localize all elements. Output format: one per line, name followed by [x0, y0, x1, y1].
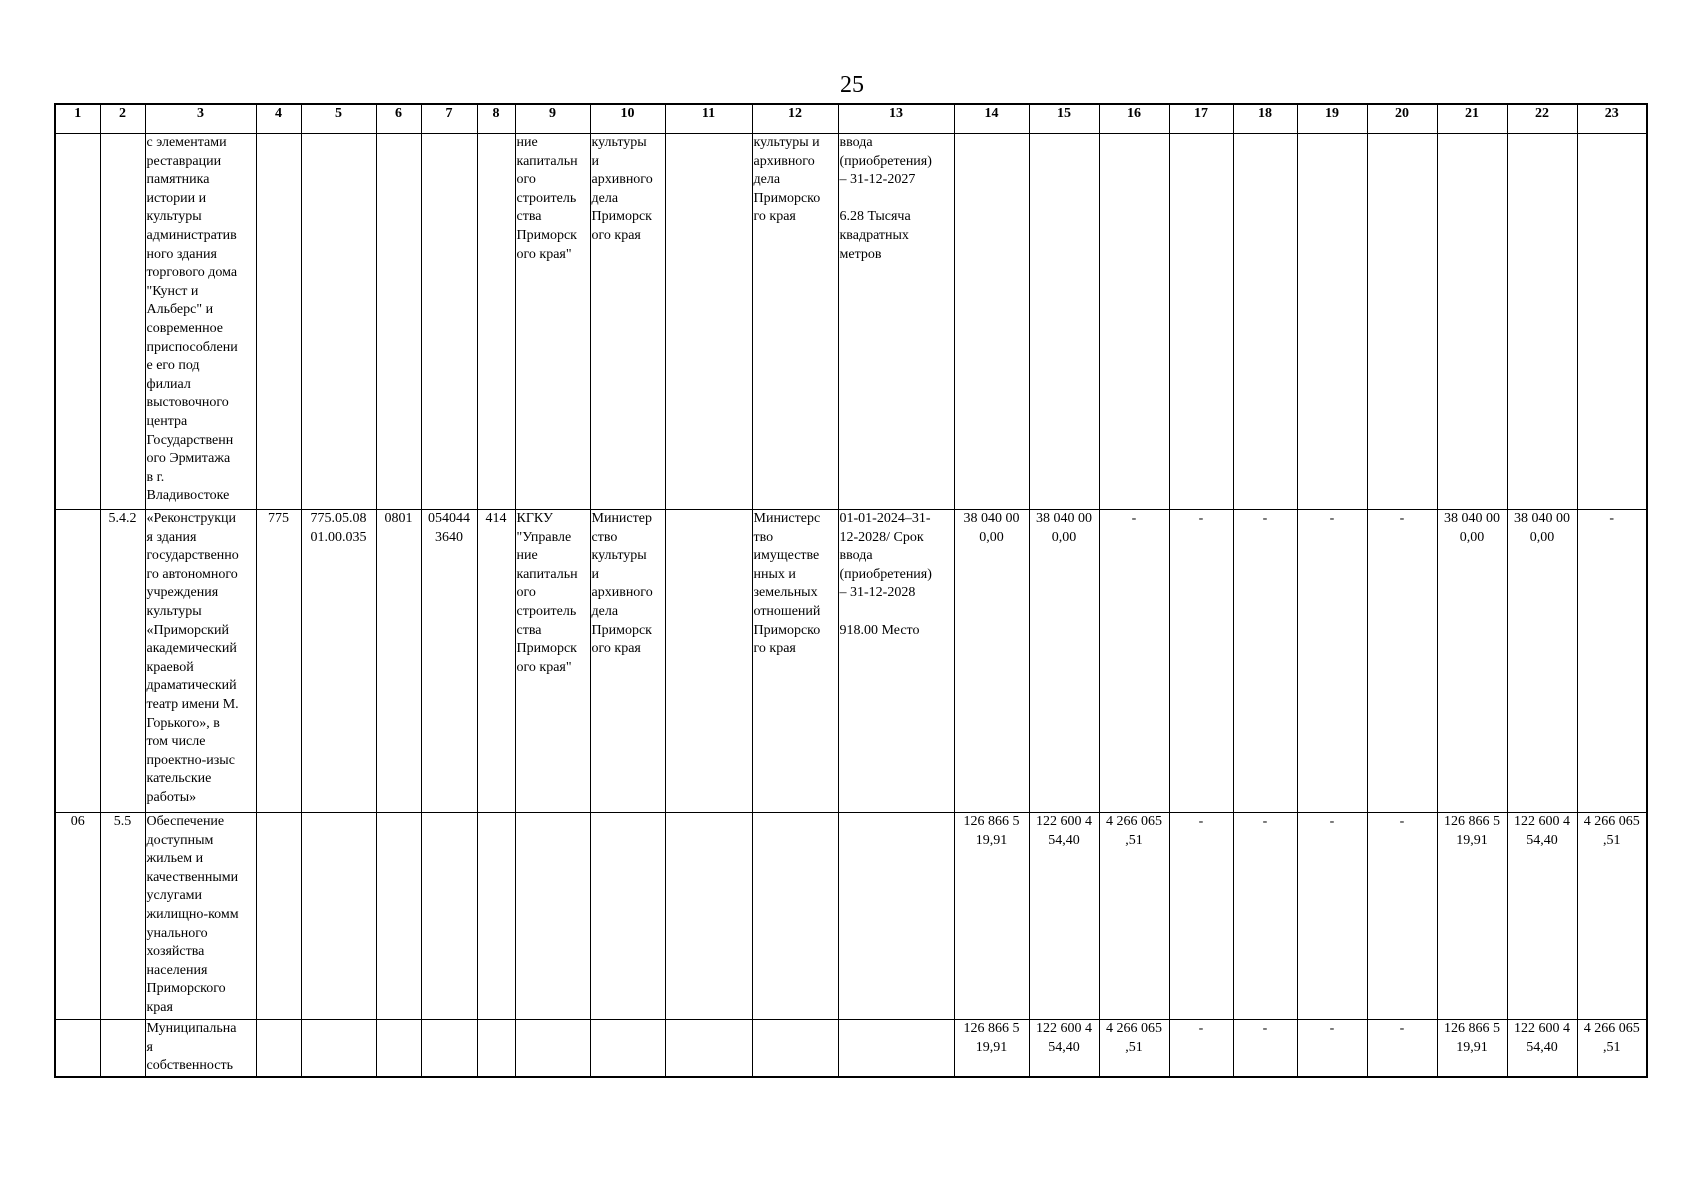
- table-cell: [665, 134, 752, 510]
- column-header-2: 2: [100, 104, 145, 134]
- table-cell: -: [1367, 510, 1437, 813]
- table-cell: [838, 813, 954, 1020]
- table-cell: 054044 3640: [421, 510, 477, 813]
- table-cell: -: [1169, 510, 1233, 813]
- column-header-18: 18: [1233, 104, 1297, 134]
- table-cell: 4 266 065 ,51: [1099, 813, 1169, 1020]
- table-cell: [1297, 134, 1367, 510]
- table-cell: [55, 510, 100, 813]
- table-cell: 0801: [376, 510, 421, 813]
- table-cell: -: [1233, 813, 1297, 1020]
- column-header-6: 6: [376, 104, 421, 134]
- table-cell: [55, 134, 100, 510]
- column-header-12: 12: [752, 104, 838, 134]
- column-header-1: 1: [55, 104, 100, 134]
- table-cell: [665, 510, 752, 813]
- table-cell: [421, 813, 477, 1020]
- table-cell: -: [1169, 813, 1233, 1020]
- table-cell: -: [1367, 813, 1437, 1020]
- table-cell: ние капитальн ого строитель ства Приморск ого края": [515, 134, 590, 510]
- table-cell: с элементами реставрации памятника истории и культуры административ ного здания торгового дома "Кунст и Альберс" и современное приспособлени е его под филиал выстовочного центра Государственн ого Эрмитажа в г. Владивостоке: [145, 134, 256, 510]
- table-cell: культуры и архивного дела Приморск ого края: [590, 134, 665, 510]
- column-header-8: 8: [477, 104, 515, 134]
- table-cell: 775: [256, 510, 301, 813]
- table-row: [55, 510, 1647, 813]
- table-cell: [55, 1020, 100, 1078]
- table-cell: [590, 1020, 665, 1078]
- table-cell: [1233, 134, 1297, 510]
- table-cell: КГКУ "Управле ние капитальн ого строитель ства Приморск ого края": [515, 510, 590, 813]
- table-cell: [838, 1020, 954, 1078]
- table-cell: [256, 1020, 301, 1078]
- table-cell: 122 600 4 54,40: [1507, 1020, 1577, 1078]
- table-cell: -: [1367, 1020, 1437, 1078]
- table-cell: [376, 1020, 421, 1078]
- table-cell: 775.05.08 01.00.035: [301, 510, 376, 813]
- table-cell: [421, 1020, 477, 1078]
- table-cell: 38 040 00 0,00: [1437, 510, 1507, 813]
- column-header-21: 21: [1437, 104, 1507, 134]
- table-cell: -: [1233, 510, 1297, 813]
- column-header-7: 7: [421, 104, 477, 134]
- column-header-5: 5: [301, 104, 376, 134]
- table-cell: [1507, 134, 1577, 510]
- column-header-16: 16: [1099, 104, 1169, 134]
- table-cell: [1099, 134, 1169, 510]
- table-cell: 06: [55, 813, 100, 1020]
- table-cell: [752, 1020, 838, 1078]
- table-cell: Муниципальна я собственность: [145, 1020, 256, 1078]
- table-cell: [1367, 134, 1437, 510]
- table-cell: [100, 1020, 145, 1078]
- table-cell: [301, 134, 376, 510]
- column-header-20: 20: [1367, 104, 1437, 134]
- table-cell: [665, 813, 752, 1020]
- table-cell: ввода (приобретения) – 31-12-2027 6.28 Тысяча квадратных метров: [838, 134, 954, 510]
- table-cell: 126 866 5 19,91: [1437, 813, 1507, 1020]
- table-cell: 38 040 00 0,00: [1507, 510, 1577, 813]
- table-cell: 414: [477, 510, 515, 813]
- table-cell: [752, 813, 838, 1020]
- table-cell: [477, 1020, 515, 1078]
- table-cell: [590, 813, 665, 1020]
- table-cell: [256, 134, 301, 510]
- budget-table: [54, 103, 1648, 1078]
- table-cell: 126 866 5 19,91: [1437, 1020, 1507, 1078]
- table-cell: Министерс тво имуществе нных и земельных отношений Приморско го края: [752, 510, 838, 813]
- table-cell: [256, 813, 301, 1020]
- table-row: [55, 813, 1647, 1020]
- column-header-17: 17: [1169, 104, 1233, 134]
- table-cell: -: [1099, 510, 1169, 813]
- table-cell: Министер ство культуры и архивного дела Приморск ого края: [590, 510, 665, 813]
- table-cell: -: [1297, 510, 1367, 813]
- column-header-14: 14: [954, 104, 1029, 134]
- table-cell: 122 600 4 54,40: [1029, 813, 1099, 1020]
- table-cell: Обеспечение доступным жильем и качественными услугами жилищно-комм унального хозяйства населения Приморского края: [145, 813, 256, 1020]
- column-header-3: 3: [145, 104, 256, 134]
- table-cell: культуры и архивного дела Приморско го края: [752, 134, 838, 510]
- table-cell: 4 266 065 ,51: [1577, 1020, 1647, 1078]
- table-cell: -: [1297, 813, 1367, 1020]
- header-row: [55, 104, 1647, 134]
- table-cell: 126 866 5 19,91: [954, 1020, 1029, 1078]
- table-cell: [1577, 134, 1647, 510]
- table-cell: 5.5: [100, 813, 145, 1020]
- table-cell: [1029, 134, 1099, 510]
- table-cell: -: [1297, 1020, 1367, 1078]
- column-header-10: 10: [590, 104, 665, 134]
- table-cell: [100, 134, 145, 510]
- table-cell: 01-01-2024–31- 12-2028/ Срок ввода (приобретения) – 31-12-2028 918.00 Место: [838, 510, 954, 813]
- table-cell: [376, 134, 421, 510]
- table-cell: [1437, 134, 1507, 510]
- column-header-23: 23: [1577, 104, 1647, 134]
- table-row: [55, 134, 1647, 510]
- table-cell: 38 040 00 0,00: [1029, 510, 1099, 813]
- column-header-15: 15: [1029, 104, 1099, 134]
- table-cell: -: [1577, 510, 1647, 813]
- table-cell: [1169, 134, 1233, 510]
- table-cell: [954, 134, 1029, 510]
- table-cell: 5.4.2: [100, 510, 145, 813]
- table-cell: [301, 813, 376, 1020]
- table-cell: 4 266 065 ,51: [1099, 1020, 1169, 1078]
- table-cell: 38 040 00 0,00: [954, 510, 1029, 813]
- column-header-9: 9: [515, 104, 590, 134]
- column-header-11: 11: [665, 104, 752, 134]
- table-cell: [301, 1020, 376, 1078]
- column-header-4: 4: [256, 104, 301, 134]
- table-cell: [515, 813, 590, 1020]
- table-cell: «Реконструкци я здания государственно го автономного учреждения культуры «Приморский академический краевой драматический театр имени М. Горького», в том числе проектно-изыс кательские работы»: [145, 510, 256, 813]
- table-cell: 122 600 4 54,40: [1029, 1020, 1099, 1078]
- table-cell: [665, 1020, 752, 1078]
- column-header-22: 22: [1507, 104, 1577, 134]
- column-header-13: 13: [838, 104, 954, 134]
- table-cell: [421, 134, 477, 510]
- table-cell: 126 866 5 19,91: [954, 813, 1029, 1020]
- table-cell: [376, 813, 421, 1020]
- table-cell: 4 266 065 ,51: [1577, 813, 1647, 1020]
- table-cell: [477, 134, 515, 510]
- column-header-19: 19: [1297, 104, 1367, 134]
- table-cell: -: [1233, 1020, 1297, 1078]
- table-cell: [515, 1020, 590, 1078]
- page-number: 25: [840, 72, 864, 98]
- table-row: [55, 1020, 1647, 1078]
- table-cell: [477, 813, 515, 1020]
- table-cell: 122 600 4 54,40: [1507, 813, 1577, 1020]
- table-cell: -: [1169, 1020, 1233, 1078]
